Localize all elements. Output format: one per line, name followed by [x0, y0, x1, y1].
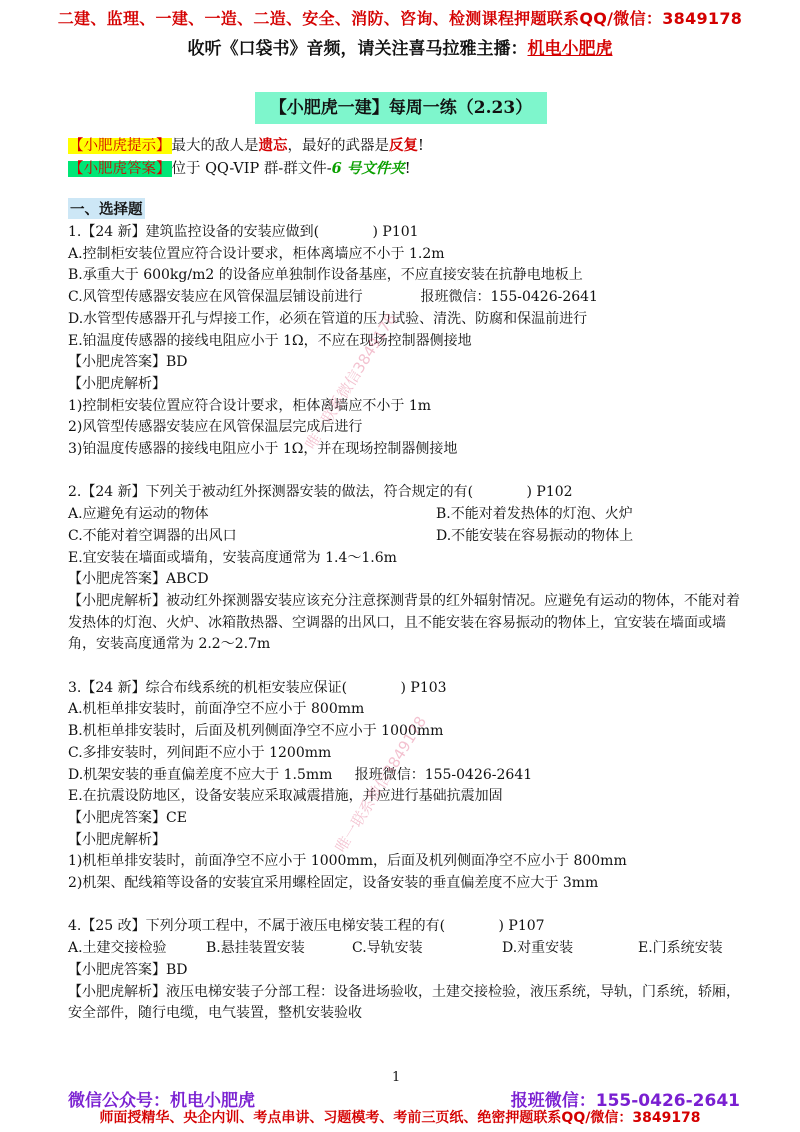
tip-text: ，最好的武器是	[287, 138, 389, 154]
option-row	[68, 938, 748, 960]
option: E.铂温度传感器的接线电阻应小于 1Ω，不应在现场控制器侧接地	[68, 332, 472, 349]
option: D.对重安装	[502, 940, 574, 957]
answer: 【小肥虎答案】CE	[68, 809, 187, 826]
podcast-host-link[interactable]: 机电小肥虎	[527, 39, 613, 59]
option: A.控制柜安装位置应符合设计要求，柜体离墙应不小于 1.2m	[68, 245, 445, 262]
question-list	[68, 222, 748, 1025]
option: A.应避免有运动的物体	[68, 506, 209, 523]
analysis: 【小肥虎解析】液压电梯安装子分部工程：设备进场验收，土建交接检验，液压系统，导轨，门系统，轿厢，安全部件，随行电缆，电气装置，整机安装验收	[68, 983, 740, 1022]
analysis-line: 3)铂温度传感器的接线电阻应小于 1Ω，并在现场控制器侧接地	[68, 441, 458, 458]
tip-tag: 【小肥虎提示】	[69, 138, 171, 154]
question-stem: 1.【24 新】建筑监控设备的安装应做到( ) P101	[68, 224, 419, 240]
tip-keyword: 遗忘	[258, 137, 288, 154]
page-number: 1	[392, 1070, 401, 1085]
folder-name: 6 号文件夹	[331, 160, 405, 177]
analysis: 【小肥虎解析】被动红外探测器安装应该充分注意探测背景的红外辐射情况。应避免有运动的物体，不能对着发热体的灯泡、火炉、冰箱散热器、空调器的出风口，且不能安装在容易振动的物体上，宜安装在墙面或墙角，安装高度通常为 2.2～2.7m	[68, 592, 740, 653]
question-stem: 2.【24 新】下列关于被动红外探测器安装的做法，符合规定的有( ) P102	[68, 484, 573, 501]
answer: 【小肥虎答案】BD	[68, 354, 188, 371]
tip-text: 最大的敌人是	[171, 138, 259, 154]
option: E.宜安装在墙面或墙角，安装高度通常为 1.4～1.6m	[68, 549, 397, 566]
tip-text: !	[418, 138, 424, 154]
option: D.不能安装在容易振动的物体上	[436, 527, 634, 544]
option: C.导轨安装	[352, 940, 423, 957]
podcast-banner	[0, 34, 800, 59]
analysis-label: 【小肥虎解析】	[68, 831, 166, 848]
analysis-line: 1)机柜单排安装时，前面净空不应小于 1000mm，后面及机列侧面净空不应小于 800mm	[68, 853, 627, 870]
answer: 【小肥虎答案】ABCD	[68, 571, 209, 588]
watermark: 唯一联系微信3849178	[301, 310, 401, 453]
footer-enroll-wechat: 报班微信：155-0426-2641	[510, 1091, 740, 1111]
option: C.不能对着空调器的出风口	[68, 527, 237, 544]
option: D.水管型传感器开孔与焊接工作，必须在管道的压力试验、清洗、防腐和保温前进行	[68, 310, 588, 327]
tip-line	[68, 134, 424, 155]
option-row	[68, 504, 748, 526]
answer-location-line	[68, 157, 411, 178]
option: D.机架安装的垂直偏差度不应大于 1.5mm 报班微信：155-0426-2641	[68, 766, 533, 783]
answer-location-text: 位于 QQ-VIP 群-群文件-	[171, 161, 332, 177]
analysis-line: 2)风管型传感器安装应在风管保温层完成后进行	[68, 419, 363, 436]
option: A.土建交接检验	[68, 940, 167, 957]
option: B.机柜单排安装时，后面及机列侧面净空不应小于 1000mm	[68, 723, 444, 740]
analysis-line: 1)控制柜安装位置应符合设计要求，柜体离墙应不小于 1m	[68, 397, 432, 414]
option: A.机柜单排安装时，前面净空不应小于 800mm	[68, 701, 365, 718]
answer-tag: 【小肥虎答案】	[69, 161, 171, 177]
top-banner: 二建、监理、一建、一造、二造、安全、消防、咨询、检测课程押题联系QQ/微信：3849178	[57, 9, 743, 28]
answer: 【小肥虎答案】BD	[68, 961, 188, 978]
option: B.不能对着发热体的灯泡、火炉	[436, 506, 633, 523]
analysis-line: 2)机架、配线箱等设备的安装宜采用螺栓固定，设备安装的垂直偏差度不应大于 3mm	[68, 875, 599, 892]
question-stem: 4.【25 改】下列分项工程中，不属于液压电梯安装工程的有( ) P107	[68, 918, 545, 935]
analysis-label: 【小肥虎解析】	[68, 375, 166, 392]
option: B.悬挂装置安装	[206, 940, 305, 957]
question-stem: 3.【24 新】综合布线系统的机柜安装应保证( ) P103	[68, 679, 447, 696]
option-row	[68, 526, 748, 548]
footer-banner: 师面授精华、央企内训、考点串讲、习题模考、考前三页纸、绝密押题联系QQ/微信：3849178	[99, 1110, 701, 1126]
footer-wechat-account: 微信公众号：机电小肥虎	[68, 1091, 255, 1111]
tip-keyword: 反复	[389, 137, 418, 154]
document-title: 【小肥虎一建】每周一练（2.23）	[255, 92, 547, 124]
option: E.门系统安装	[638, 940, 723, 957]
option: C.多排安装时，列间距不应小于 1200mm	[68, 744, 332, 761]
section-title: 一、选择题	[68, 198, 145, 219]
option: E.在抗震设防地区，设备安装应采取减震措施，并应进行基础抗震加固	[68, 788, 503, 805]
option: B.承重大于 600kg/m2 的设备应单独制作设备基座，不应直接安装在抗静电地板上	[68, 267, 583, 284]
option: C.风管型传感器安装应在风管保温层铺设前进行 报班微信：155-0426-2641	[68, 289, 598, 306]
answer-location-text: !	[404, 161, 411, 177]
podcast-prefix: 收听《口袋书》音频，请关注喜马拉雅主播：	[187, 39, 528, 59]
watermark: 唯一联系微信3849178	[331, 713, 431, 856]
